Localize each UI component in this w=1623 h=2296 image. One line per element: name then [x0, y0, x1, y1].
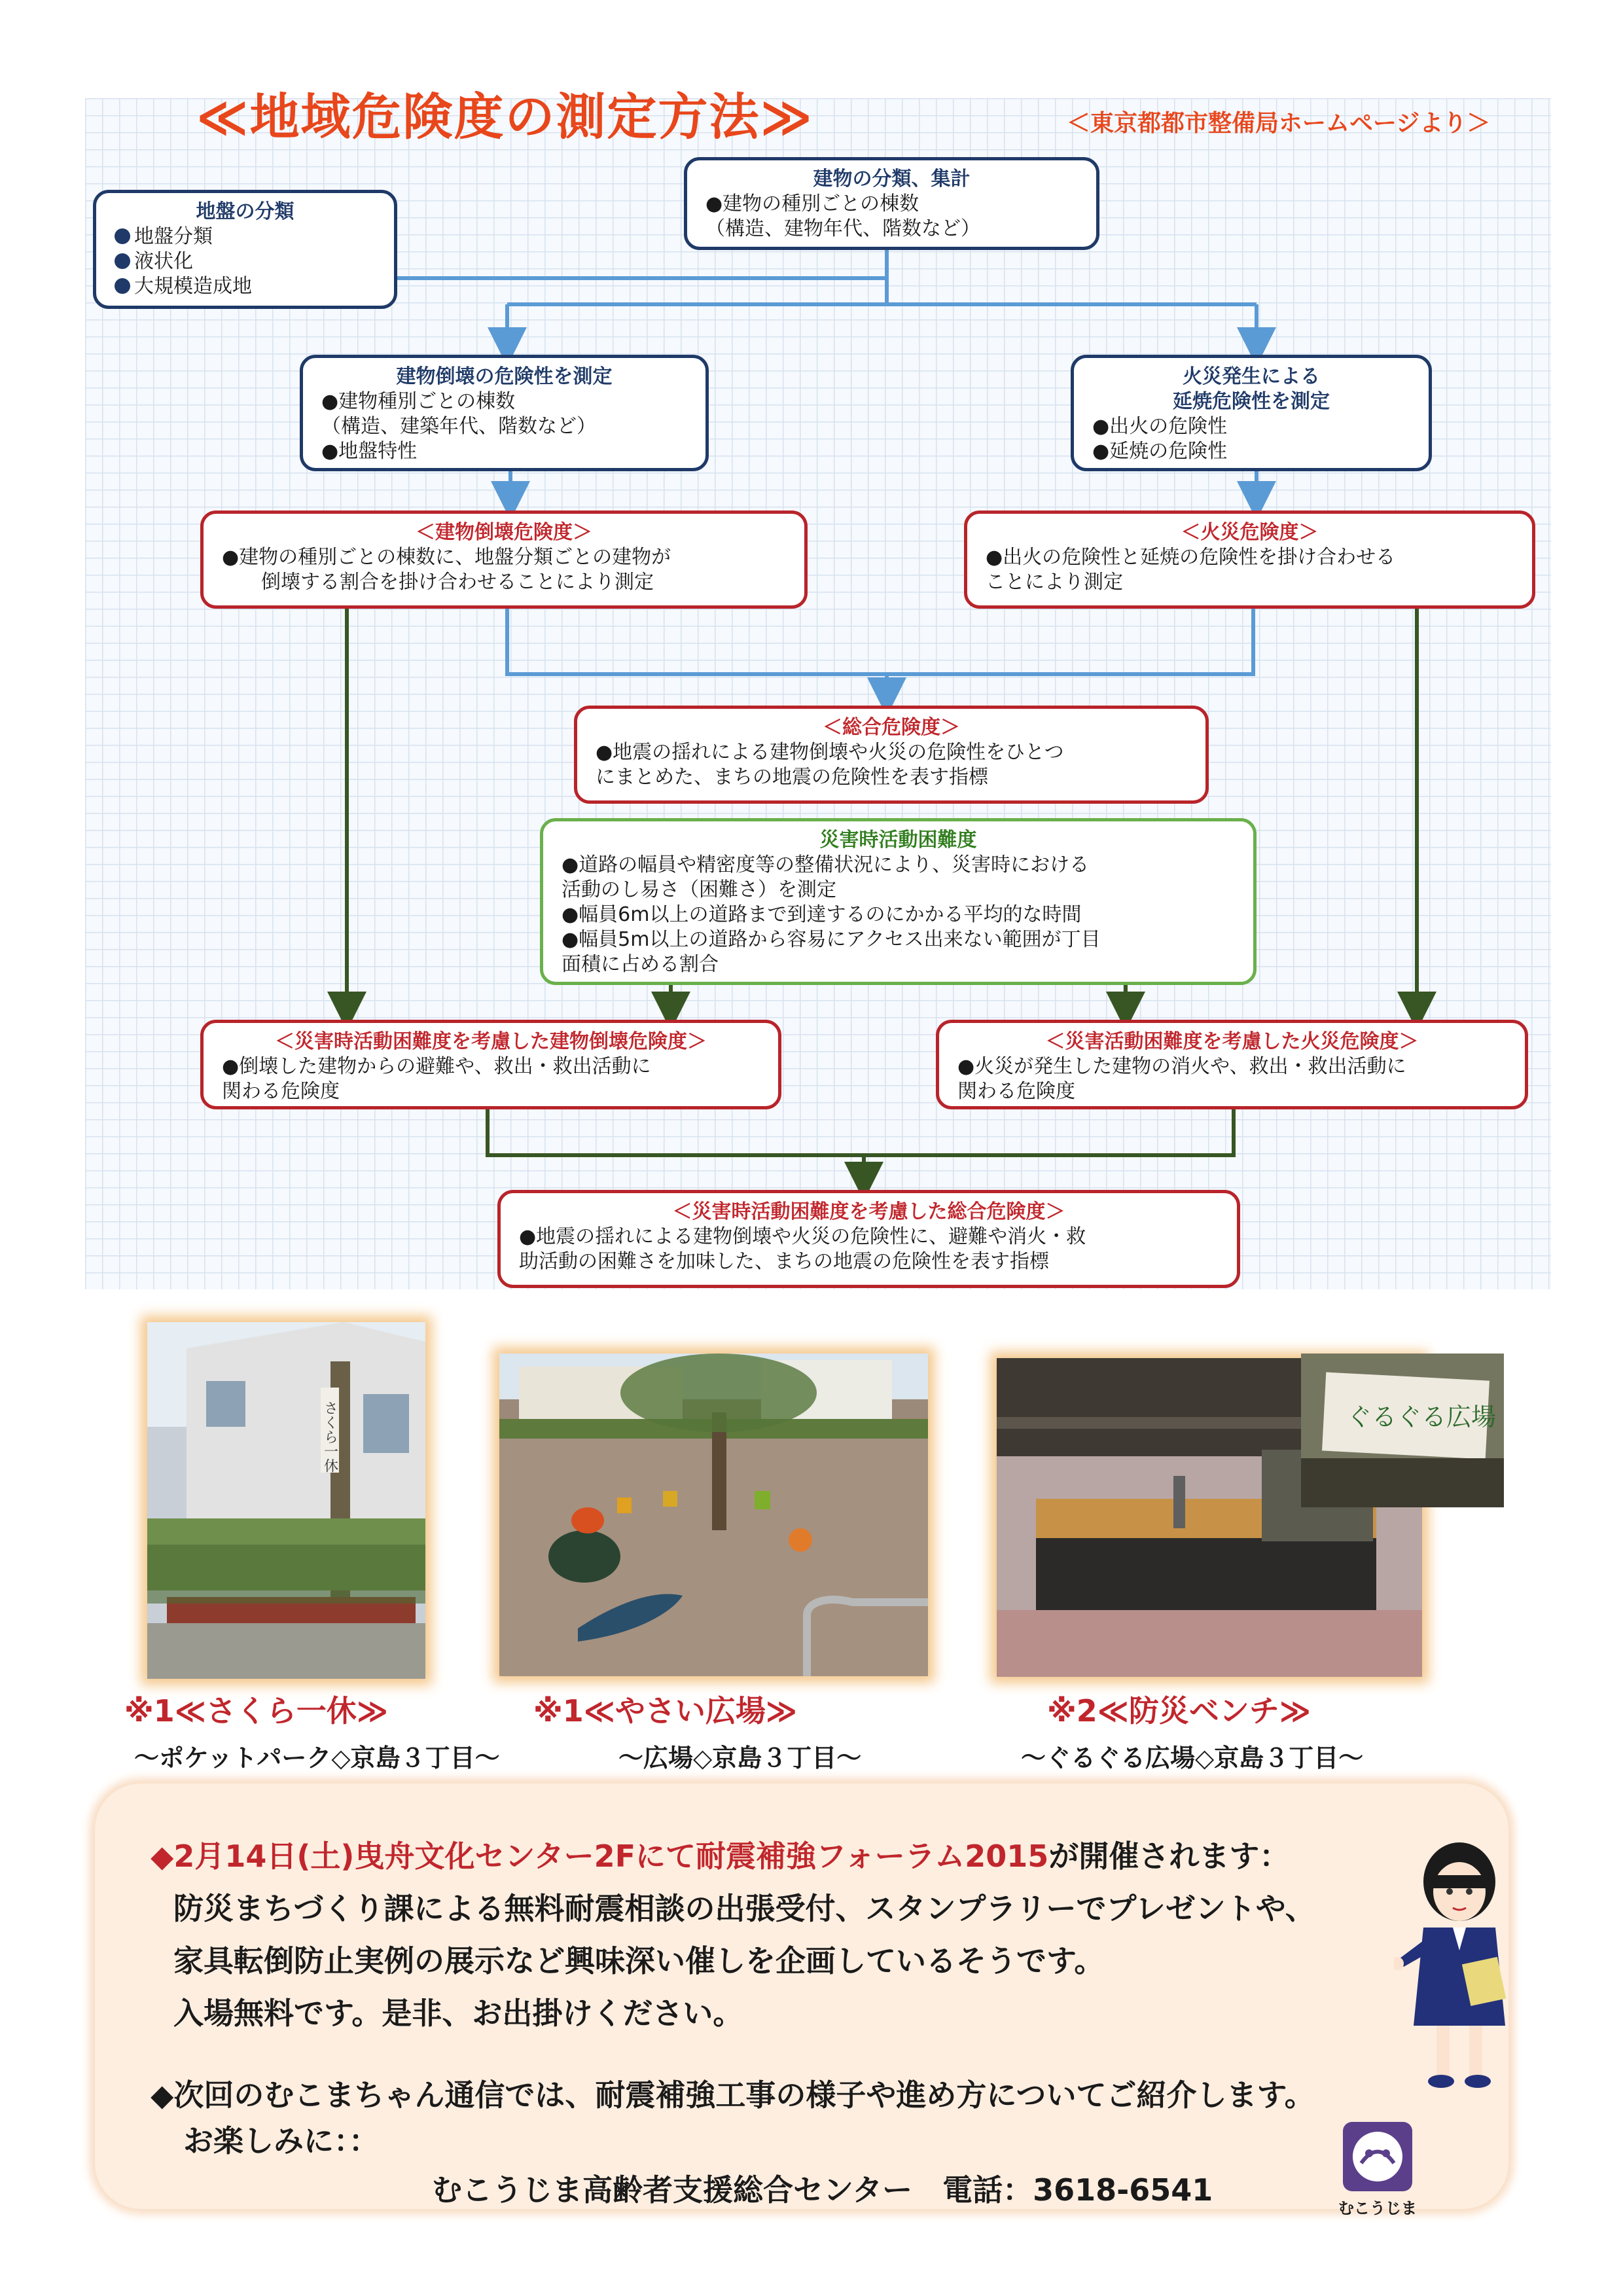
- total-risk-line: ●地震の揺れによる建物倒壊や火災の危険性をひとつ: [596, 741, 1064, 764]
- inset-sign-text: ぐるぐる広場: [1347, 1403, 1497, 1431]
- total-risk-title: ＜総合危険度＞: [823, 716, 960, 739]
- fire-measure-line: ●出火の危険性: [1092, 415, 1228, 438]
- photo-sakura-ikkyu: [147, 1322, 425, 1679]
- notice-line-1: [151, 1833, 1289, 1876]
- photo-caption: ※1≪さくら一休≫: [124, 1693, 389, 1729]
- fire-activity-line: 関わる危険度: [957, 1080, 1075, 1103]
- collapse-risk-line: ●建物の種別ごとの棟数に、地盤分類ごとの建物が: [222, 546, 671, 569]
- notice-event: ◆2月14日(土)曳舟文化センター2Fにて耐震補強フォーラム2015: [151, 1839, 1049, 1874]
- fire-activity-box: [936, 1020, 1528, 1109]
- total-risk-box: [574, 706, 1209, 804]
- bullet-icon: [115, 278, 130, 294]
- notice-line-5: ◆次回のむこまちゃん通信では、耐震補強工事の様子や進め方についてご紹介します。: [151, 2077, 1315, 2113]
- collapse-risk-box: [200, 511, 808, 609]
- building-title: 建物の分類、集計: [813, 168, 971, 190]
- fire-risk-title: ＜火災危険度＞: [1181, 521, 1319, 544]
- fire-activity-title: ＜災害活動困難度を考慮した火災危険度＞: [1045, 1030, 1419, 1053]
- photo-yasai-hiroba: [499, 1354, 928, 1676]
- fire-risk-box: [964, 511, 1535, 609]
- total-risk-line: にまとめた、まちの地震の危険性を表す指標: [596, 766, 988, 789]
- bullet-icon: [115, 253, 130, 269]
- ground-classification-box: [93, 190, 397, 309]
- fire-measure-box: [1071, 355, 1432, 471]
- ground-item: 大規模造成地: [134, 275, 252, 298]
- total-activity-title: ＜災害時活動困難度を考慮した総合危険度＞: [672, 1200, 1065, 1223]
- activity-line: ●幅員6m以上の道路まで到達するのにかかる平均的な時間: [562, 903, 1082, 926]
- page-title: ≪地域危険度の測定方法≫: [196, 88, 814, 146]
- fire-risk-line: ことにより測定: [986, 571, 1123, 594]
- building-classification-box: [684, 157, 1099, 250]
- total-activity-line: 助活動の困難さを加味した、まちの地震の危険性を表す指標: [519, 1250, 1049, 1273]
- collapse-risk-line: 倒壊する割合を掛け合わせることにより測定: [261, 571, 654, 594]
- mukoujima-logo: [1338, 2121, 1417, 2219]
- total-activity-line: ●地震の揺れによる建物倒壊や火災の危険性に、避難や消火・救: [519, 1225, 1086, 1248]
- collapse-activity-box: [200, 1020, 781, 1109]
- contact-info: むこうじま高齢者支援総合センター 電話：3618-6541: [432, 2172, 1213, 2208]
- building-line: ●建物の種別ごとの棟数: [705, 192, 919, 215]
- activity-line: 面積に占める割合: [562, 953, 719, 976]
- fire-measure-title: 延焼危険性を測定: [1173, 390, 1330, 413]
- bullet-icon: [115, 228, 130, 244]
- mascot-girl-illustration: [1394, 1836, 1525, 2091]
- sign-text: さくら一休: [321, 1401, 338, 1473]
- building-line: （構造、建物年代、階数など）: [705, 217, 980, 240]
- photo-caption: ※1≪やさい広場≫: [533, 1693, 798, 1729]
- activity-line: ●道路の幅員や精密度等の整備状況により、災害時における: [562, 853, 1090, 876]
- activity-title: 災害時活動困難度: [819, 829, 977, 852]
- notice-line-4: 入場無料です。是非、お出掛けください。: [173, 1996, 743, 2031]
- logo-label: むこうじま: [1338, 2199, 1417, 2217]
- collapse-measure-line: ●建物種別ごとの棟数: [321, 390, 516, 413]
- collapse-activity-line: ●倒壊した建物からの避難や、救出・救出活動に: [222, 1055, 651, 1078]
- activity-line: 活動のし易さ（困難さ）を測定: [562, 878, 836, 901]
- notice-event-suffix: が開催されます：: [1048, 1839, 1290, 1874]
- ground-item: 地盤分類: [134, 225, 213, 248]
- fire-measure-line: ●延焼の危険性: [1092, 440, 1228, 463]
- ground-item: 液状化: [134, 250, 193, 273]
- collapse-risk-title: ＜建物倒壊危険度＞: [416, 521, 592, 544]
- collapse-activity-line: 関わる危険度: [222, 1080, 340, 1103]
- activity-difficulty-box: [540, 818, 1257, 985]
- ground-title: 地盤の分類: [196, 200, 294, 223]
- photo-bench-sign-inset: [1301, 1354, 1504, 1507]
- notice-line-3: 家具転倒防止実例の展示など興味深い催しを企画しているそうです。: [173, 1943, 1105, 1979]
- notice-line-2: 防災まちづくり課による無料耐震相談の出張受付、スタンプラリーでプレゼントや、: [173, 1891, 1315, 1926]
- photo-caption: ※2≪防災ベンチ≫: [1047, 1693, 1311, 1729]
- collapse-measure-box: [300, 355, 709, 471]
- collapse-measure-line: （構造、建築年代、階数など）: [321, 415, 596, 438]
- total-activity-box: [497, 1190, 1240, 1288]
- collapse-activity-title: ＜災害時活動困難度を考慮した建物倒壊危険度＞: [275, 1030, 707, 1053]
- photo-subcaption: ～広場◇京島３丁目～: [618, 1744, 862, 1772]
- fire-measure-title: 火災発生による: [1183, 365, 1320, 388]
- collapse-measure-line: ●地盤特性: [321, 440, 418, 463]
- photo-subcaption: ～ポケットパーク◇京島３丁目～: [134, 1744, 500, 1772]
- activity-line: ●幅員5m以上の道路から容易にアクセス出来ない範囲が丁目: [562, 928, 1101, 951]
- fire-risk-line: ●出火の危険性と延焼の危険性を掛け合わせる: [986, 546, 1396, 569]
- photo-subcaption: ～ぐるぐる広場◇京島３丁目～: [1021, 1744, 1364, 1772]
- fire-activity-line: ●火災が発生した建物の消火や、救出・救出活動に: [957, 1055, 1406, 1078]
- collapse-measure-title: 建物倒壊の危険性を測定: [396, 365, 613, 388]
- source-note: ＜東京都都市整備局ホームページより＞: [1067, 110, 1491, 137]
- notice-line-6: お楽しみに：：: [183, 2123, 379, 2159]
